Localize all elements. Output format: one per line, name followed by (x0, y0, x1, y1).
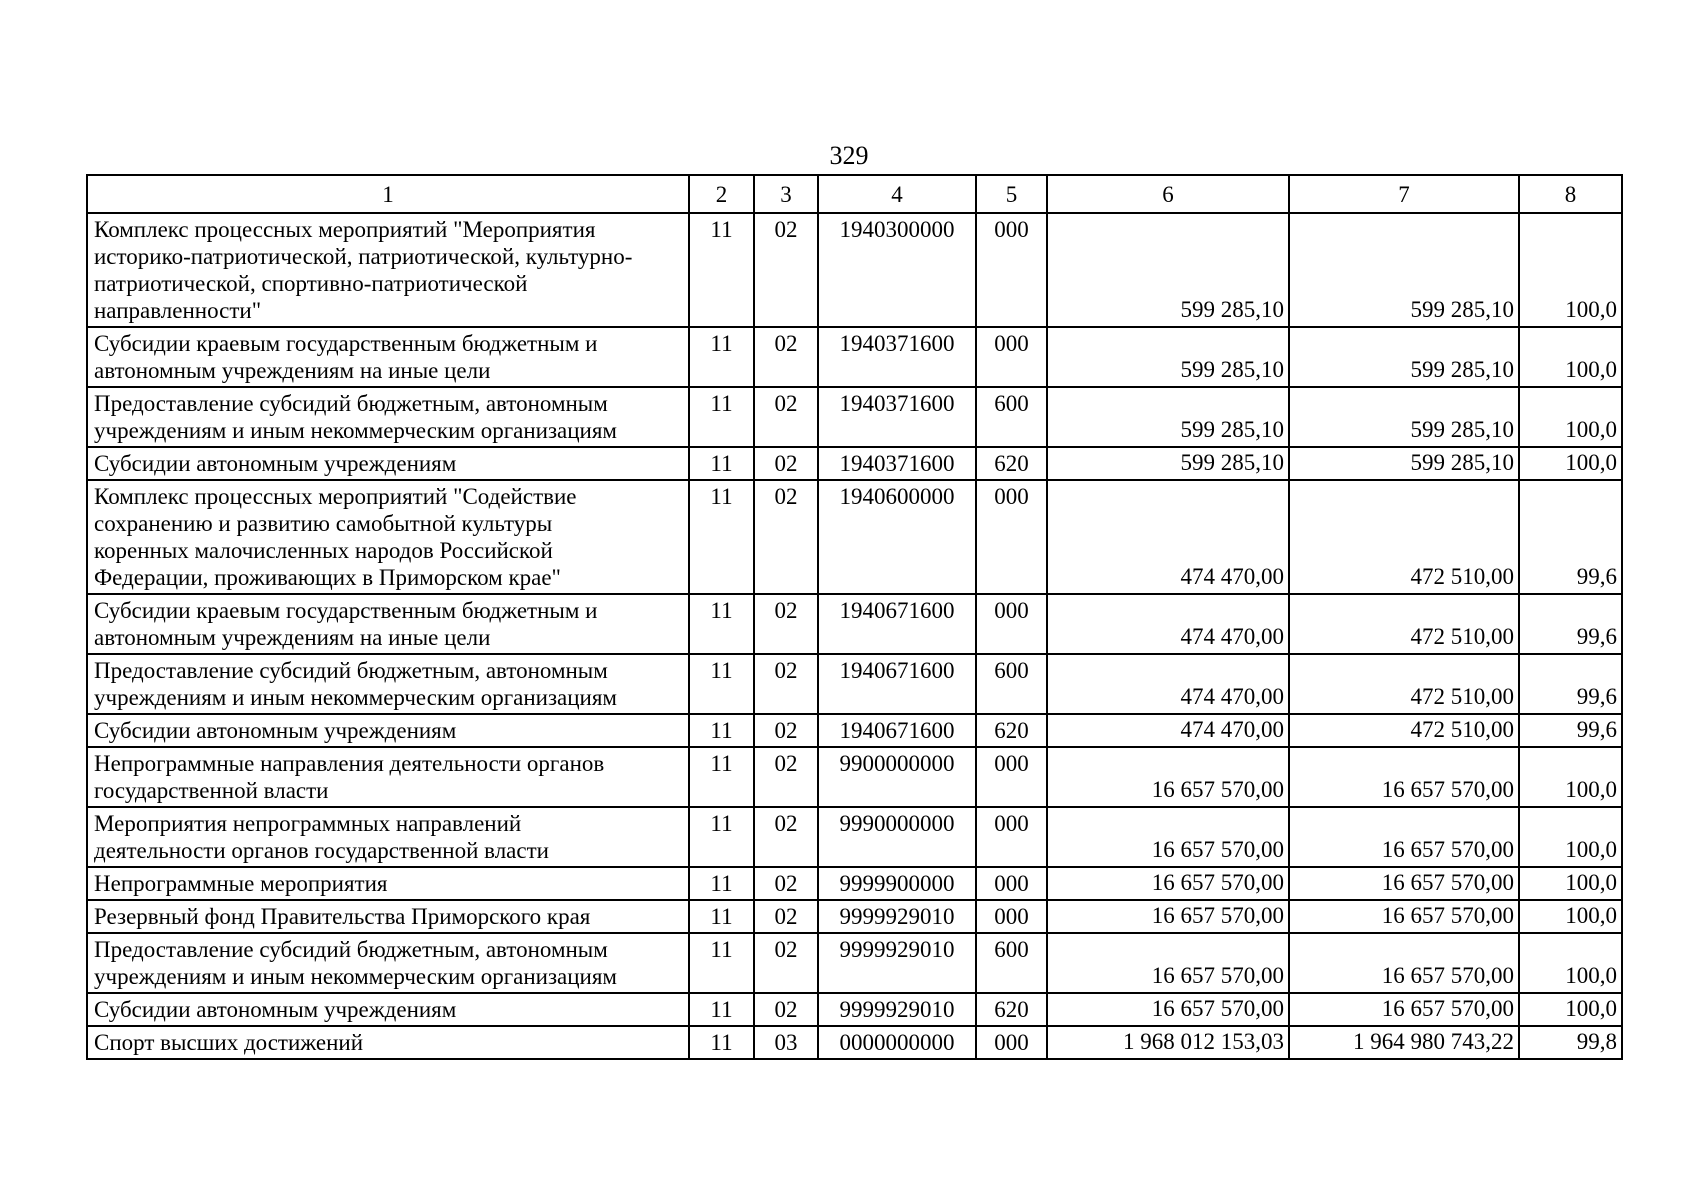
target-code: 1940300000 (818, 213, 976, 327)
row-name (87, 387, 689, 447)
row-name-line: автономным учреждениям на иные цели (94, 625, 491, 650)
planned-amount: 16 657 570,00 (1047, 993, 1289, 1026)
target-code: 1940371600 (818, 447, 976, 480)
table-row (87, 867, 1622, 900)
target-code: 1940371600 (818, 327, 976, 387)
subsection-code: 02 (754, 867, 818, 900)
section-code: 11 (689, 933, 754, 993)
section-code: 11 (689, 747, 754, 807)
subsection-code: 02 (754, 327, 818, 387)
row-name-line: сохранению и развитию самобытной культуры (94, 511, 553, 536)
row-name-line: Спорт высших достижений (94, 1030, 364, 1055)
column-header-6: 6 (1047, 175, 1289, 213)
planned-amount: 16 657 570,00 (1047, 867, 1289, 900)
planned-amount: 1 968 012 153,03 (1047, 1026, 1289, 1059)
table-row (87, 1026, 1622, 1059)
row-name-line: Резервный фонд Правительства Приморского края (94, 904, 591, 929)
row-name-line: Мероприятия непрограммных направлений (94, 811, 522, 836)
table-row (87, 807, 1622, 867)
row-name (87, 933, 689, 993)
row-name-line: учреждениям и иным некоммерческим организациям (94, 685, 617, 710)
planned-amount: 474 470,00 (1047, 480, 1289, 594)
execution-percent: 100,0 (1519, 747, 1622, 807)
planned-amount: 474 470,00 (1047, 714, 1289, 747)
section-code: 11 (689, 900, 754, 933)
row-name-line: Непрограммные направления деятельности органов (94, 751, 605, 776)
target-code: 1940671600 (818, 594, 976, 654)
planned-amount: 599 285,10 (1047, 447, 1289, 480)
target-code: 1940371600 (818, 387, 976, 447)
row-name (87, 327, 689, 387)
target-code: 9999929010 (818, 900, 976, 933)
table-row (87, 714, 1622, 747)
expense-type-code: 000 (976, 327, 1047, 387)
row-name-line: Предоставление субсидий бюджетным, автономным (94, 937, 608, 962)
section-code: 11 (689, 480, 754, 594)
row-name-line: Субсидии автономным учреждениям (94, 718, 457, 743)
subsection-code: 02 (754, 900, 818, 933)
row-name-line: Непрограммные мероприятия (94, 871, 388, 896)
column-header-5: 5 (976, 175, 1047, 213)
subsection-code: 02 (754, 480, 818, 594)
row-name-line: Федерации, проживающих в Приморском крае" (94, 565, 561, 590)
row-name-line: Комплекс процессных мероприятий "Мероприятия (94, 217, 596, 242)
section-code: 11 (689, 1026, 754, 1059)
target-code: 1940671600 (818, 654, 976, 714)
execution-percent: 100,0 (1519, 900, 1622, 933)
subsection-code: 02 (754, 747, 818, 807)
section-code: 11 (689, 714, 754, 747)
row-name-line: Предоставление субсидий бюджетным, автономным (94, 391, 608, 416)
table-row (87, 900, 1622, 933)
expense-type-code: 000 (976, 900, 1047, 933)
subsection-code: 02 (754, 594, 818, 654)
table-row (87, 480, 1622, 594)
table-row (87, 993, 1622, 1026)
table-row (87, 594, 1622, 654)
subsection-code: 02 (754, 933, 818, 993)
execution-percent: 100,0 (1519, 213, 1622, 327)
executed-amount: 472 510,00 (1289, 654, 1519, 714)
executed-amount: 599 285,10 (1289, 387, 1519, 447)
row-name-line: государственной власти (94, 778, 329, 803)
planned-amount: 16 657 570,00 (1047, 900, 1289, 933)
table-row (87, 933, 1622, 993)
planned-amount: 16 657 570,00 (1047, 933, 1289, 993)
row-name-line: деятельности органов государственной власти (94, 838, 549, 863)
target-code: 9999900000 (818, 867, 976, 900)
expense-type-code: 000 (976, 807, 1047, 867)
subsection-code: 02 (754, 213, 818, 327)
row-name-line: автономным учреждениям на иные цели (94, 358, 491, 383)
row-name (87, 1026, 689, 1059)
target-code: 9999929010 (818, 993, 976, 1026)
row-name (87, 213, 689, 327)
execution-percent: 99,8 (1519, 1026, 1622, 1059)
planned-amount: 474 470,00 (1047, 594, 1289, 654)
row-name-line: Субсидии краевым государственным бюджетным и (94, 331, 598, 356)
planned-amount: 599 285,10 (1047, 387, 1289, 447)
row-name-line: Субсидии автономным учреждениям (94, 997, 457, 1022)
section-code: 11 (689, 867, 754, 900)
column-header-3: 3 (754, 175, 818, 213)
table-body (87, 213, 1622, 1059)
row-name (87, 594, 689, 654)
target-code: 1940600000 (818, 480, 976, 594)
execution-percent: 100,0 (1519, 327, 1622, 387)
column-header-2: 2 (689, 175, 754, 213)
execution-percent: 100,0 (1519, 993, 1622, 1026)
executed-amount: 16 657 570,00 (1289, 807, 1519, 867)
row-name (87, 447, 689, 480)
section-code: 11 (689, 387, 754, 447)
execution-percent: 99,6 (1519, 654, 1622, 714)
row-name-line: Комплекс процессных мероприятий "Содействие (94, 484, 577, 509)
row-name (87, 807, 689, 867)
expense-type-code: 620 (976, 447, 1047, 480)
subsection-code: 02 (754, 447, 818, 480)
row-name (87, 900, 689, 933)
execution-percent: 100,0 (1519, 867, 1622, 900)
row-name-line: патриотической, спортивно-патриотической (94, 271, 528, 296)
executed-amount: 1 964 980 743,22 (1289, 1026, 1519, 1059)
section-code: 11 (689, 993, 754, 1026)
execution-percent: 99,6 (1519, 594, 1622, 654)
expense-type-code: 000 (976, 594, 1047, 654)
table-row (87, 327, 1622, 387)
row-name-line: учреждениям и иным некоммерческим организациям (94, 418, 617, 443)
execution-percent: 100,0 (1519, 933, 1622, 993)
executed-amount: 472 510,00 (1289, 480, 1519, 594)
subsection-code: 02 (754, 807, 818, 867)
executed-amount: 16 657 570,00 (1289, 867, 1519, 900)
expense-type-code: 600 (976, 387, 1047, 447)
header-row (87, 175, 1622, 213)
section-code: 11 (689, 594, 754, 654)
column-header-7: 7 (1289, 175, 1519, 213)
row-name-line: направленности" (94, 298, 262, 323)
budget-table (86, 174, 1623, 1060)
executed-amount: 599 285,10 (1289, 447, 1519, 480)
column-header-4: 4 (818, 175, 976, 213)
planned-amount: 16 657 570,00 (1047, 747, 1289, 807)
table-row (87, 213, 1622, 327)
executed-amount: 472 510,00 (1289, 714, 1519, 747)
subsection-code: 02 (754, 387, 818, 447)
subsection-code: 03 (754, 1026, 818, 1059)
target-code: 0000000000 (818, 1026, 976, 1059)
executed-amount: 16 657 570,00 (1289, 747, 1519, 807)
subsection-code: 02 (754, 993, 818, 1026)
row-name-line: коренных малочисленных народов Российской (94, 538, 553, 563)
executed-amount: 599 285,10 (1289, 213, 1519, 327)
executed-amount: 16 657 570,00 (1289, 900, 1519, 933)
section-code: 11 (689, 654, 754, 714)
column-header-1: 1 (87, 175, 689, 213)
column-header-8: 8 (1519, 175, 1622, 213)
section-code: 11 (689, 327, 754, 387)
subsection-code: 02 (754, 714, 818, 747)
execution-percent: 99,6 (1519, 714, 1622, 747)
executed-amount: 16 657 570,00 (1289, 993, 1519, 1026)
row-name (87, 993, 689, 1026)
expense-type-code: 000 (976, 867, 1047, 900)
row-name (87, 867, 689, 900)
row-name-line: Субсидии автономным учреждениям (94, 451, 457, 476)
section-code: 11 (689, 447, 754, 480)
row-name-line: учреждениям и иным некоммерческим организациям (94, 964, 617, 989)
execution-percent: 100,0 (1519, 387, 1622, 447)
executed-amount: 472 510,00 (1289, 594, 1519, 654)
row-name (87, 480, 689, 594)
row-name (87, 714, 689, 747)
table-row (87, 747, 1622, 807)
subsection-code: 02 (754, 654, 818, 714)
execution-percent: 100,0 (1519, 807, 1622, 867)
section-code: 11 (689, 807, 754, 867)
expense-type-code: 600 (976, 933, 1047, 993)
expense-type-code: 620 (976, 714, 1047, 747)
expense-type-code: 620 (976, 993, 1047, 1026)
row-name (87, 654, 689, 714)
table-row (87, 387, 1622, 447)
execution-percent: 99,6 (1519, 480, 1622, 594)
table-row (87, 447, 1622, 480)
planned-amount: 599 285,10 (1047, 213, 1289, 327)
row-name-line: Субсидии краевым государственным бюджетным и (94, 598, 598, 623)
expense-type-code: 000 (976, 747, 1047, 807)
page-number: 329 (829, 141, 869, 170)
expense-type-code: 600 (976, 654, 1047, 714)
planned-amount: 16 657 570,00 (1047, 807, 1289, 867)
planned-amount: 474 470,00 (1047, 654, 1289, 714)
target-code: 9900000000 (818, 747, 976, 807)
target-code: 9990000000 (818, 807, 976, 867)
executed-amount: 599 285,10 (1289, 327, 1519, 387)
row-name-line: историко-патриотической, патриотической, культурно- (94, 244, 633, 269)
executed-amount: 16 657 570,00 (1289, 933, 1519, 993)
table-row (87, 654, 1622, 714)
execution-percent: 100,0 (1519, 447, 1622, 480)
expense-type-code: 000 (976, 480, 1047, 594)
target-code: 1940671600 (818, 714, 976, 747)
expense-type-code: 000 (976, 1026, 1047, 1059)
row-name-line: Предоставление субсидий бюджетным, автономным (94, 658, 608, 683)
planned-amount: 599 285,10 (1047, 327, 1289, 387)
expense-type-code: 000 (976, 213, 1047, 327)
section-code: 11 (689, 213, 754, 327)
target-code: 9999929010 (818, 933, 976, 993)
row-name (87, 747, 689, 807)
